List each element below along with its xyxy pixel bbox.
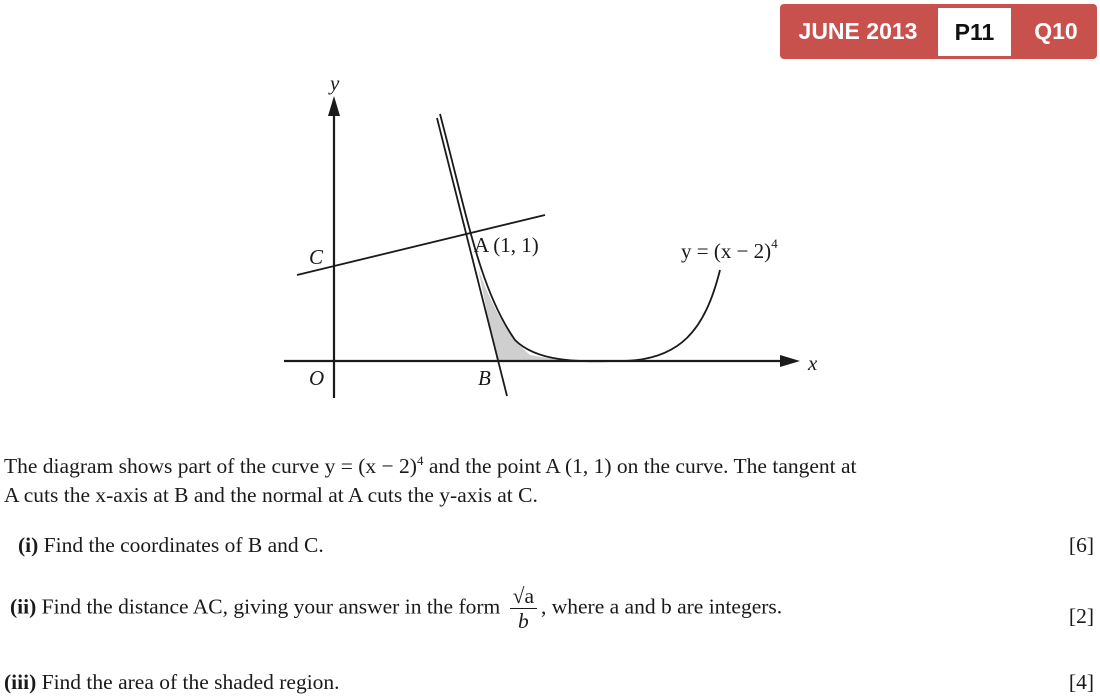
question-ii-text-post: , where a and b are integers. xyxy=(540,594,783,619)
y-axis-arrow xyxy=(328,96,340,116)
intro-exponent: 4 xyxy=(416,453,424,468)
exam-badge xyxy=(780,4,1097,59)
fraction-numerator: √a xyxy=(510,584,537,609)
question-iii-number: (iii) xyxy=(4,670,37,694)
question-ii-marks: [2] xyxy=(1068,604,1094,628)
question-iii-marks: [4] xyxy=(1068,670,1094,694)
intro-curve: y = (x − 2) xyxy=(324,454,417,479)
badge-year: JUNE 2013 xyxy=(798,18,918,44)
intro-line-2: A cuts the x-axis at B and the normal at A cuts the y-axis at C. xyxy=(4,483,538,508)
question-iii-text: Find the area of the shaded region. xyxy=(41,670,340,694)
question-i-text: Find the coordinates of B and C. xyxy=(43,533,324,557)
intro-line-1 xyxy=(4,446,1096,481)
curve-label xyxy=(681,236,778,263)
badge-question: Q10 xyxy=(1034,18,1078,44)
intro-line1-pre: The diagram shows part of the curve xyxy=(4,454,325,479)
answer-form-fraction xyxy=(510,584,537,633)
point-b-label: B xyxy=(478,366,491,390)
intro-paragraph xyxy=(4,446,1096,510)
curve-label-base: y = (x − 2) xyxy=(681,239,772,263)
question-iii xyxy=(4,670,340,695)
intro-line1-post: and the point A (1, 1) on the curve. The tangent at xyxy=(423,454,857,479)
fraction-denominator: b xyxy=(517,609,529,633)
curve-label-exp: 4 xyxy=(771,236,778,251)
y-axis-label: y xyxy=(330,71,340,95)
question-ii-text-pre: Find the distance AC, giving your answer in the form xyxy=(41,594,501,619)
tangent-line xyxy=(437,118,507,396)
question-i xyxy=(18,533,324,558)
badge-paper: P11 xyxy=(938,8,1011,56)
point-c-label: C xyxy=(309,245,324,269)
question-ii xyxy=(10,584,782,633)
curve-diagram xyxy=(0,60,900,410)
x-axis-label: x xyxy=(808,351,818,375)
question-i-number: (i) xyxy=(18,533,39,557)
question-i-marks: [6] xyxy=(1068,533,1094,557)
x-axis-arrow xyxy=(780,355,800,367)
origin-label: O xyxy=(309,366,325,390)
question-ii-number: (ii) xyxy=(10,594,37,619)
point-a-label: A (1, 1) xyxy=(474,233,539,257)
